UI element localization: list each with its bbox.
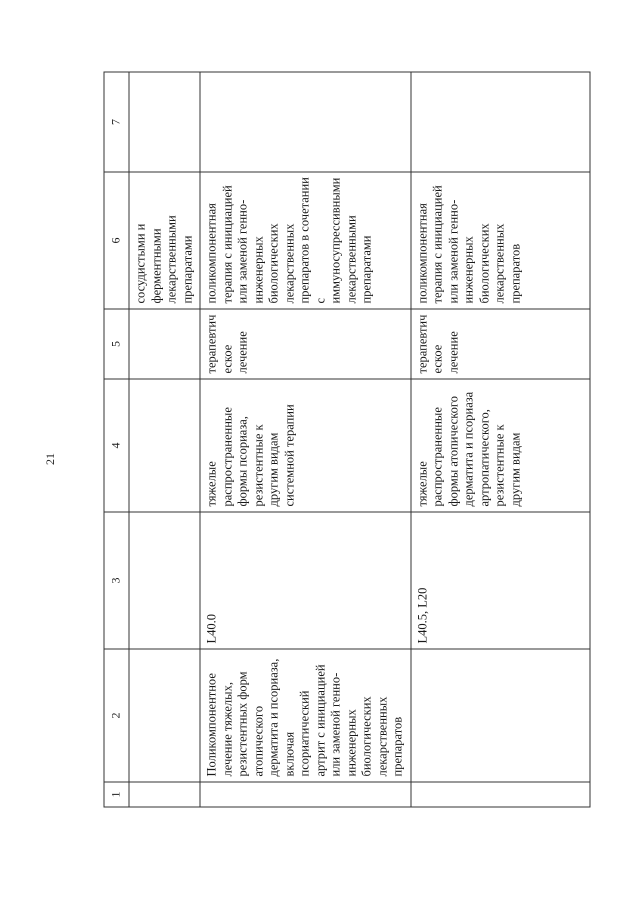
table-cell: тяжелые распространенные формы атопического дерматита и псориаза артропатического, резистентные к другим видам	[411, 379, 590, 512]
table-cell: терапевтическое лечение	[411, 309, 590, 379]
column-header: 4	[104, 379, 129, 512]
table-cell	[129, 512, 200, 649]
table-row	[200, 72, 411, 807]
header-row	[104, 72, 129, 807]
table-cell: L40.5, L20	[411, 512, 590, 649]
column-header: 6	[104, 172, 129, 309]
table-cell	[411, 782, 590, 807]
column-header: 1	[104, 782, 129, 807]
table-cell: поликомпонентная терапия с инициацией или заменой генно-инженерных биологических лекарственных препаратов в сочетании с иммуносупрессивными лекарственными препаратами	[200, 172, 411, 309]
table-row	[411, 72, 590, 807]
table-cell: терапевтическое лечение	[200, 309, 411, 379]
page-number: 21	[43, 453, 57, 465]
table-cell	[200, 782, 411, 807]
table-cell	[411, 72, 590, 172]
medical-procedures-table-wrapper	[104, 73, 554, 808]
table-cell: поликомпонентная терапия с инициацией или заменой генно-инженерных биологических лекарственных препаратов	[411, 172, 590, 309]
table-cell	[129, 379, 200, 512]
table-cell	[411, 649, 590, 782]
table-cell	[129, 309, 200, 379]
table-cell: L40.0	[200, 512, 411, 649]
table-cell	[129, 782, 200, 807]
column-header: 5	[104, 309, 129, 379]
medical-procedures-table	[104, 72, 591, 808]
column-header: 7	[104, 72, 129, 172]
table-cell	[200, 72, 411, 172]
table-row	[129, 72, 200, 807]
table-cell: тяжелые распространенные формы псориаза, резистентные к другим видам системной терапии	[200, 379, 411, 512]
table-cell: Поликомпонентное лечение тяжелых, резистентных форм атопического дерматита и псориаза, включая псориатический артрит с инициацией или заменой генно-инженерных биологических лекарственных препаратов	[200, 649, 411, 782]
table-cell	[129, 649, 200, 782]
column-header: 3	[104, 512, 129, 649]
column-header: 2	[104, 649, 129, 782]
table-cell	[129, 72, 200, 172]
table-cell: сосудистыми и ферментными лекарственными препаратами	[129, 172, 200, 309]
